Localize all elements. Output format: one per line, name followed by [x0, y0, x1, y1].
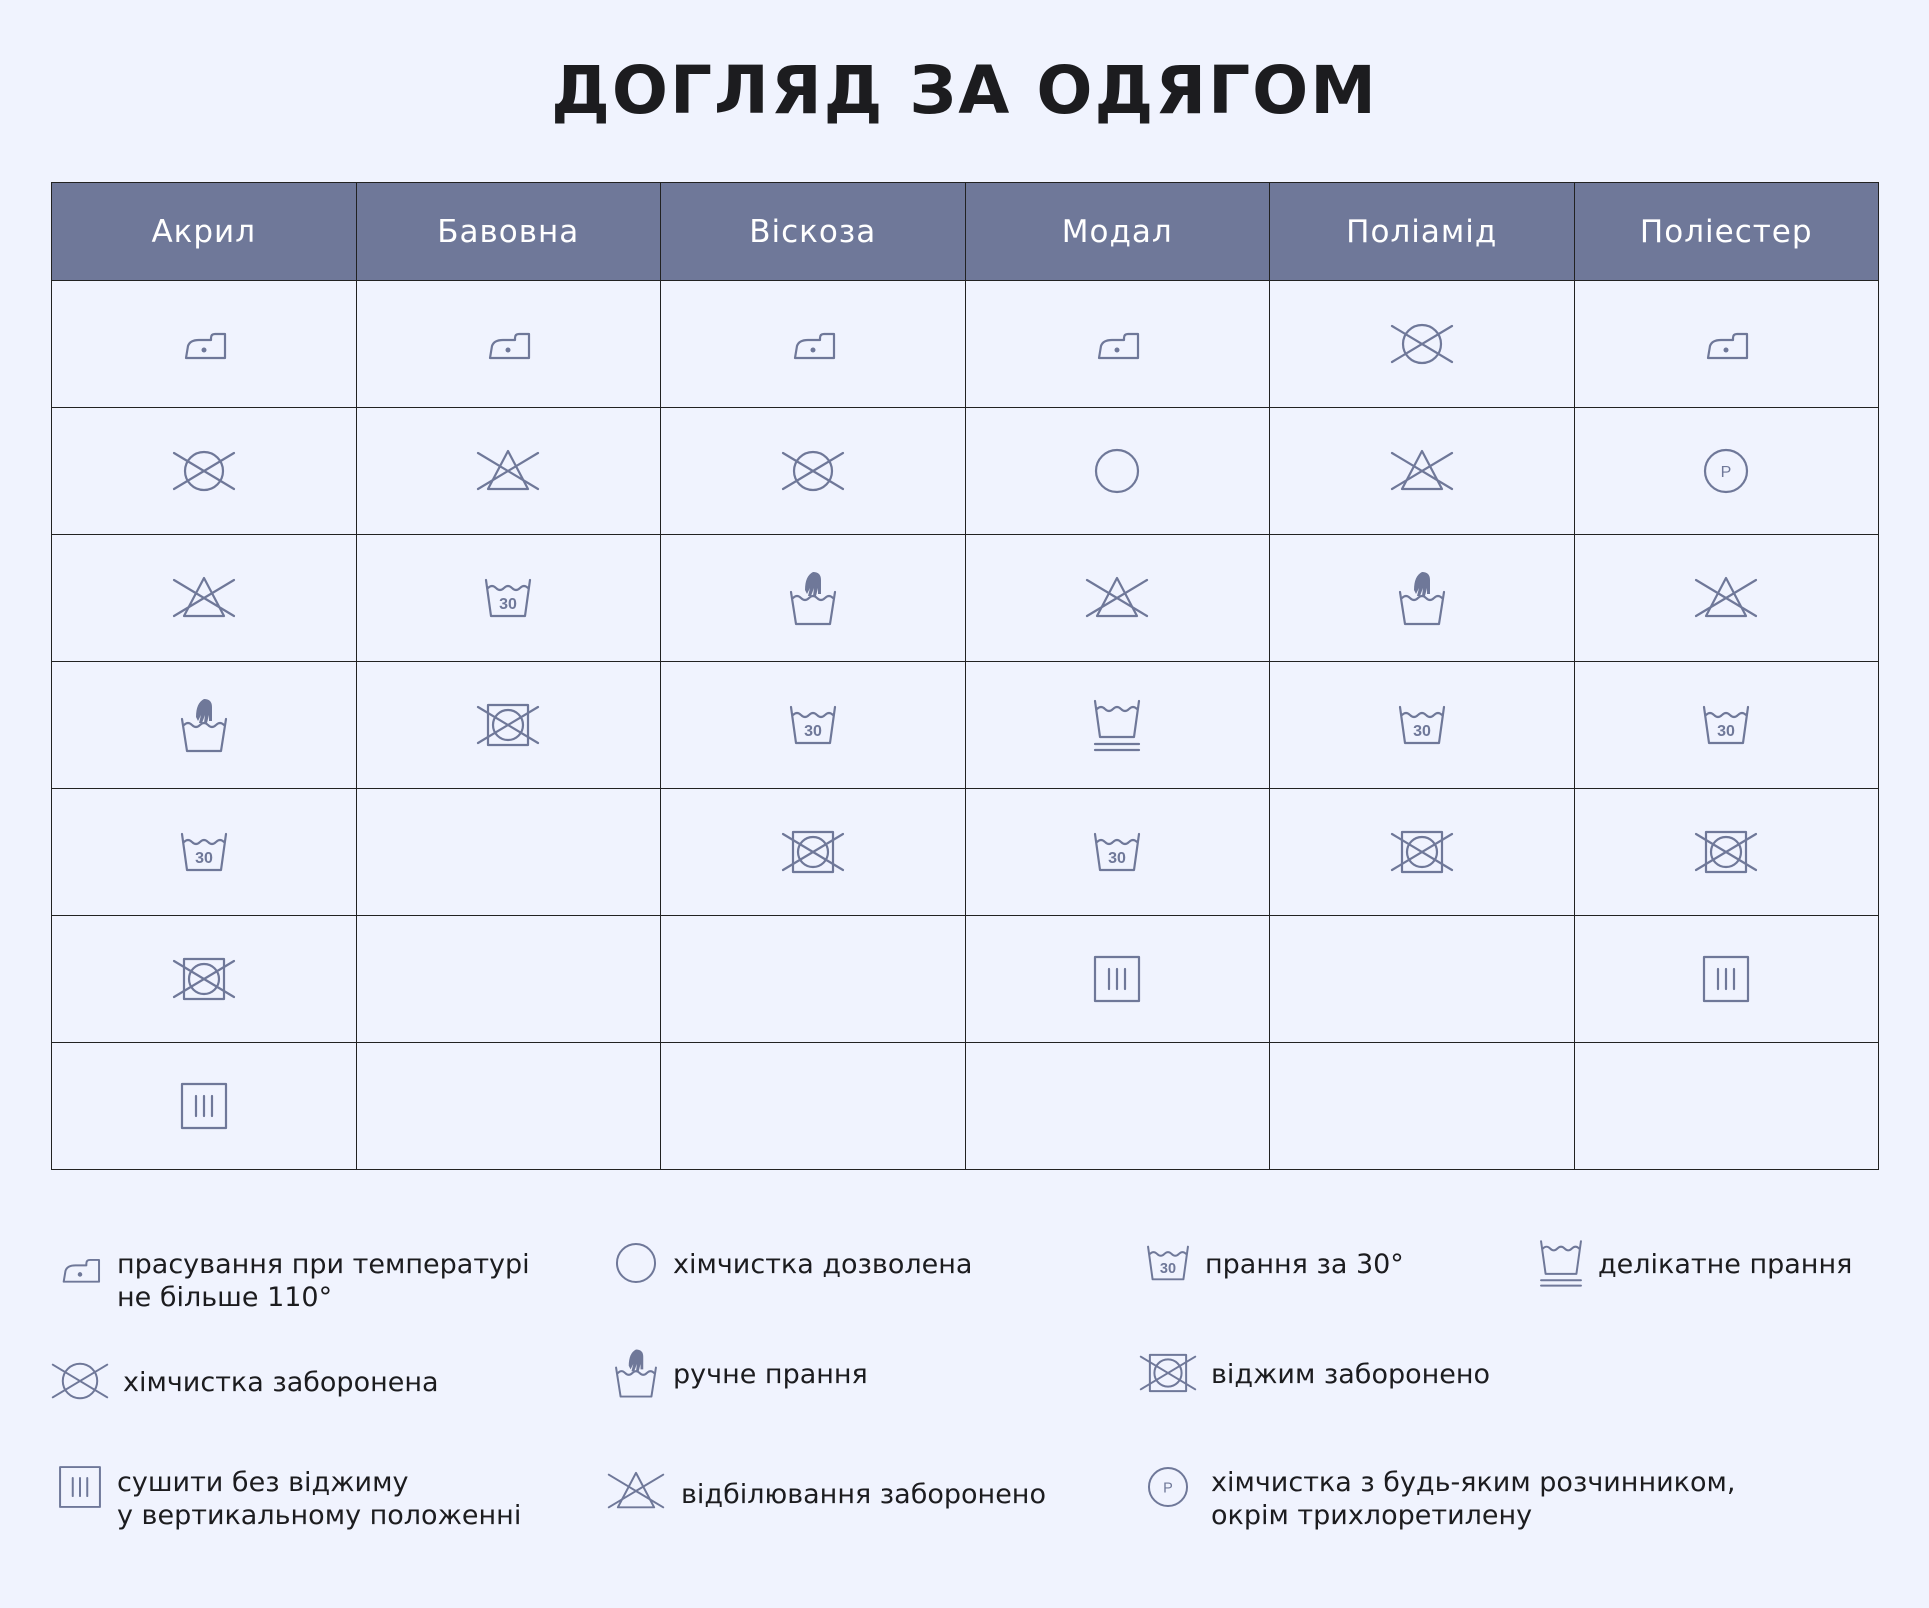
no-wring-icon	[476, 693, 540, 757]
table-cell	[356, 1043, 661, 1170]
legend-text: сушити без віджиму у вертикальному положенні	[117, 1467, 522, 1531]
table-cell	[1574, 916, 1879, 1043]
iron-110-icon	[1085, 312, 1149, 376]
table-row	[52, 1043, 1879, 1170]
iron-110-icon	[1694, 312, 1758, 376]
table-cell	[1270, 1043, 1575, 1170]
wash-30-icon	[781, 693, 845, 757]
table-row	[52, 916, 1879, 1043]
svg-text:30: 30	[1159, 1260, 1177, 1277]
bleach-forbidden-icon	[1390, 439, 1454, 503]
table-cell	[965, 662, 1270, 789]
legend-text: віджим заборонено	[1211, 1359, 1491, 1390]
table-cell	[52, 662, 357, 789]
table-cell	[1574, 1043, 1879, 1170]
legend-text: хімчистка дозволена	[673, 1249, 973, 1280]
header-row	[52, 183, 1879, 281]
hand-wash-icon	[1390, 566, 1454, 630]
drip-dry-icon	[1085, 947, 1149, 1011]
delicate-wash-icon	[1085, 693, 1149, 757]
dry-clean-forbidden-icon	[51, 1352, 109, 1410]
table-cell	[1270, 408, 1575, 535]
table-row	[52, 662, 1879, 789]
table-cell	[356, 662, 661, 789]
iron-110-icon	[476, 312, 540, 376]
no-wring-icon	[1694, 820, 1758, 884]
svg-text:30: 30	[194, 850, 213, 867]
dry-clean-forbidden-icon	[781, 439, 845, 503]
no-wring-icon	[781, 820, 845, 884]
table-cell	[965, 408, 1270, 535]
hand-wash-icon	[607, 1344, 665, 1402]
table-cell	[661, 916, 966, 1043]
column-header: Віскоза	[661, 183, 966, 281]
legend-item	[51, 1458, 521, 1532]
drip-dry-icon	[172, 1074, 236, 1138]
wash-30-icon	[172, 820, 236, 884]
table-cell	[1574, 789, 1879, 916]
bleach-forbidden-icon	[172, 566, 236, 630]
svg-text:30: 30	[1717, 723, 1736, 740]
table-cell	[661, 789, 966, 916]
dry-clean-forbidden-icon	[1390, 312, 1454, 376]
table-cell	[965, 535, 1270, 662]
table-cell	[356, 789, 661, 916]
legend-item	[607, 1462, 1046, 1520]
table-cell	[1574, 535, 1879, 662]
legend-text: хімчистка заборонена	[123, 1367, 439, 1398]
legend-item	[51, 1352, 439, 1410]
care-table-body	[52, 281, 1879, 1170]
legend-text: ручне прання	[673, 1359, 868, 1390]
svg-text:30: 30	[803, 723, 822, 740]
table-cell	[52, 916, 357, 1043]
table-row	[52, 281, 1879, 408]
table-row	[52, 408, 1879, 535]
table-row	[52, 535, 1879, 662]
column-header: Поліамід	[1270, 183, 1575, 281]
svg-text:30: 30	[1108, 850, 1127, 867]
table-cell	[1574, 408, 1879, 535]
svg-text:30: 30	[1412, 723, 1431, 740]
wash-30-icon	[1390, 693, 1454, 757]
table-cell	[1270, 535, 1575, 662]
legend-item	[1139, 1234, 1404, 1292]
table-cell	[356, 281, 661, 408]
table-cell	[1270, 281, 1575, 408]
column-header: Поліестер	[1574, 183, 1879, 281]
wash-30-icon	[1694, 693, 1758, 757]
table-cell	[52, 1043, 357, 1170]
no-wring-icon	[1139, 1344, 1197, 1402]
table-cell	[52, 535, 357, 662]
table-cell	[965, 1043, 1270, 1170]
table-cell	[965, 916, 1270, 1043]
no-wring-icon	[1390, 820, 1454, 884]
column-header: Модал	[965, 183, 1270, 281]
table-cell	[1270, 916, 1575, 1043]
legend-item	[607, 1234, 972, 1292]
dry-clean-forbidden-icon	[172, 439, 236, 503]
table-cell	[356, 408, 661, 535]
hand-wash-icon	[172, 693, 236, 757]
table-cell	[661, 281, 966, 408]
legend-item	[1139, 1344, 1490, 1402]
table-cell	[965, 789, 1270, 916]
dry-clean-p-icon	[1139, 1458, 1197, 1516]
table-cell	[1574, 662, 1879, 789]
table-cell	[661, 408, 966, 535]
bleach-forbidden-icon	[607, 1462, 665, 1520]
table-cell	[356, 916, 661, 1043]
column-header: Бавовна	[356, 183, 661, 281]
legend-text: прасування при температурі не більше 110°	[117, 1249, 530, 1313]
table-cell	[1574, 281, 1879, 408]
no-wring-icon	[172, 947, 236, 1011]
wash-30-icon	[1139, 1234, 1197, 1292]
legend-item	[1532, 1234, 1852, 1292]
legend-text: хімчистка з будь-яким розчинником, окрім трихлоретилену	[1211, 1467, 1736, 1531]
table-cell	[1270, 789, 1575, 916]
wash-30-icon	[476, 566, 540, 630]
bleach-forbidden-icon	[476, 439, 540, 503]
svg-text:P: P	[1720, 464, 1732, 481]
bleach-forbidden-icon	[1694, 566, 1758, 630]
table-cell	[661, 535, 966, 662]
column-header: Акрил	[52, 183, 357, 281]
drip-dry-icon	[1694, 947, 1758, 1011]
legend-text: відбілювання заборонено	[681, 1479, 1046, 1510]
table-cell	[52, 281, 357, 408]
delicate-wash-icon	[1532, 1234, 1590, 1292]
legend-text: делікатне прання	[1598, 1249, 1853, 1280]
table-cell	[52, 408, 357, 535]
wash-30-icon	[1085, 820, 1149, 884]
drip-dry-icon	[51, 1458, 109, 1516]
svg-text:P: P	[1163, 1480, 1173, 1497]
table-cell	[965, 281, 1270, 408]
table-cell	[661, 662, 966, 789]
page-title: ДОГЛЯД ЗА ОДЯГОМ	[551, 52, 1378, 129]
legend-item	[51, 1240, 530, 1314]
legend-text: прання за 30°	[1205, 1249, 1404, 1280]
svg-text:30: 30	[499, 596, 518, 613]
iron-110-icon	[781, 312, 845, 376]
table-cell	[52, 789, 357, 916]
care-table	[51, 182, 1879, 1170]
dry-clean-allowed-icon	[607, 1234, 665, 1292]
table-row	[52, 789, 1879, 916]
legend-item	[1139, 1458, 1735, 1532]
iron-110-icon	[172, 312, 236, 376]
table-cell	[356, 535, 661, 662]
table-cell	[661, 1043, 966, 1170]
hand-wash-icon	[781, 566, 845, 630]
bleach-forbidden-icon	[1085, 566, 1149, 630]
iron-110-icon	[51, 1240, 109, 1298]
dry-clean-allowed-icon	[1085, 439, 1149, 503]
dry-clean-p-icon	[1694, 439, 1758, 503]
table-cell	[1270, 662, 1575, 789]
legend-item	[607, 1344, 868, 1402]
